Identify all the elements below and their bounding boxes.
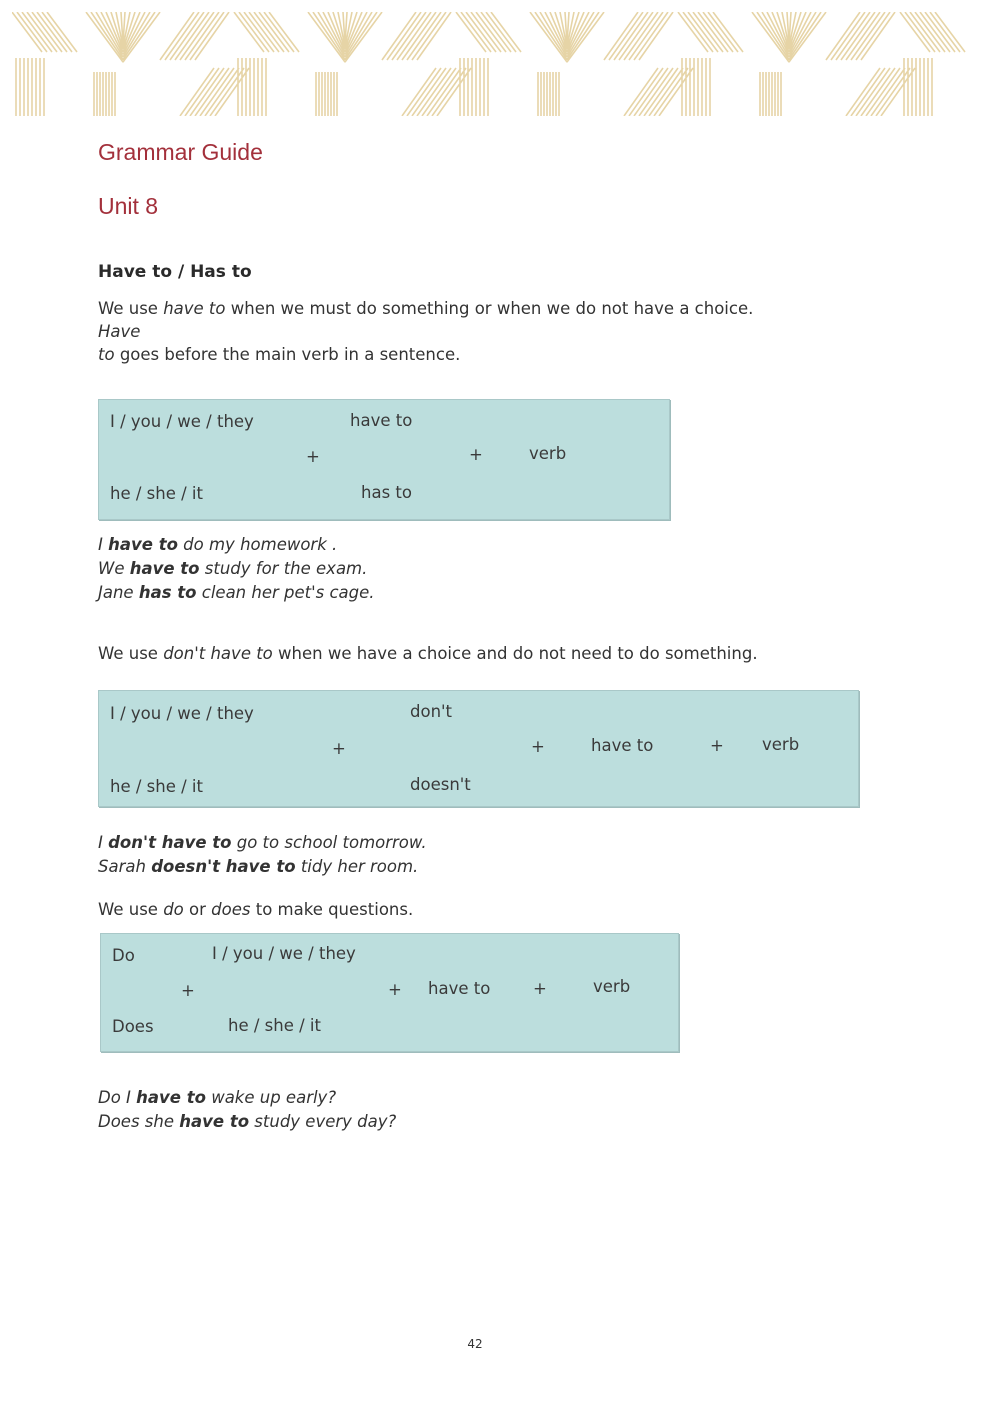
- subject-plural: I / you / we / they: [110, 704, 254, 723]
- negative-intro: We use don't have to when we have a choice and do not need to do something.: [98, 644, 758, 663]
- structure-box-negative: [98, 690, 859, 807]
- intro-paragraph: [98, 297, 753, 366]
- example-sentence: We have to study for the exam.: [98, 559, 368, 578]
- example-sentence: Do I have to wake up early?: [98, 1088, 337, 1107]
- example-sentence: I don't have to go to school tomorrow.: [98, 833, 427, 852]
- verb-have-to: have to: [428, 979, 491, 998]
- aux-dont: don't: [410, 702, 453, 721]
- aux-does: Does: [112, 1017, 154, 1036]
- subject-singular: he / she / it: [110, 484, 203, 503]
- plus-sign: +: [332, 739, 346, 758]
- banner-pattern: [12, 12, 965, 116]
- section-heading: Have to / Has to: [98, 262, 252, 282]
- unit-label: Unit 8: [98, 193, 159, 219]
- structure-box-question: [100, 933, 679, 1052]
- verb-have-to: have to: [591, 736, 654, 755]
- example-sentence: Does she have to study every day?: [98, 1112, 397, 1131]
- examples-affirmative: [98, 533, 375, 605]
- intro-line-1: We use have to when we must do something or when we do not have a choice.: [98, 299, 754, 318]
- subject-singular: he / she / it: [110, 777, 203, 796]
- aux-doesnt: doesn't: [410, 775, 471, 794]
- structure-box-affirmative: [98, 399, 670, 520]
- verb-has-to: has to: [361, 483, 412, 502]
- subject-plural: I / you / we / they: [110, 412, 254, 431]
- intro-line-3: to goes before the main verb in a sentence.: [98, 345, 461, 364]
- intro-line-2: Have: [98, 322, 141, 341]
- example-sentence: Sarah doesn't have to tidy her room.: [98, 857, 419, 876]
- page-number: 42: [467, 1337, 483, 1351]
- question-intro: We use do or does to make questions.: [98, 900, 414, 919]
- subject-plural: I / you / we / they: [212, 944, 356, 963]
- plus-sign: +: [710, 736, 724, 755]
- verb-label: verb: [593, 977, 631, 996]
- plus-sign: +: [306, 447, 320, 466]
- verb-label: verb: [529, 444, 567, 463]
- plus-sign: +: [469, 445, 483, 464]
- plus-sign: +: [181, 981, 195, 1000]
- subject-singular: he / she / it: [228, 1016, 321, 1035]
- plus-sign: +: [388, 980, 402, 999]
- verb-label: verb: [762, 735, 800, 754]
- examples-question: [98, 1086, 396, 1134]
- examples-negative: [98, 831, 427, 879]
- decorative-banner: [12, 12, 974, 116]
- plus-sign: +: [531, 737, 545, 756]
- aux-do: Do: [112, 946, 135, 965]
- verb-have-to: have to: [350, 411, 413, 430]
- page-title: Grammar Guide: [98, 139, 263, 165]
- example-sentence: Jane has to clean her pet's cage.: [98, 583, 375, 602]
- example-sentence: I have to do my homework .: [98, 535, 338, 554]
- plus-sign: +: [533, 979, 547, 998]
